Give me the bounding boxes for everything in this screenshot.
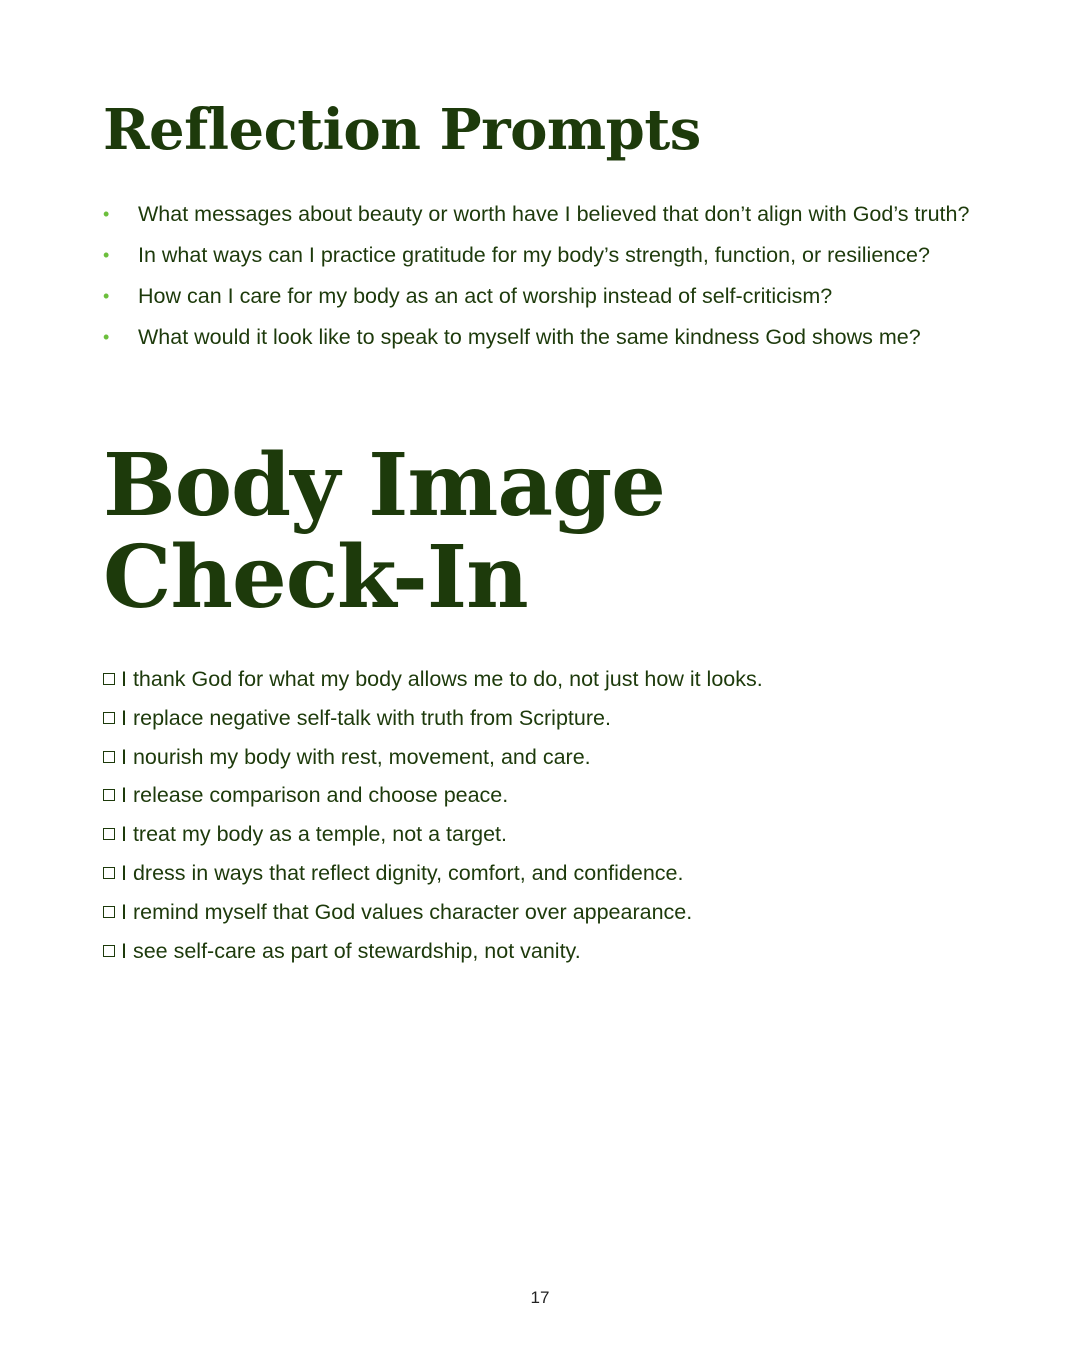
check-in-list [103,660,983,970]
prompt-text: What messages about beauty or worth have I believed that don’t align with God’s truth? [138,202,970,226]
list-item [103,323,993,352]
checklist-item [103,699,983,738]
checklist-item [103,776,983,815]
checklist-item-text: I thank God for what my body allows me to do, not just how it looks. [121,667,763,691]
checkbox-icon [103,867,115,879]
list-item [103,200,993,229]
checkbox-icon [103,751,115,763]
checklist-item [103,660,983,699]
checklist-item-text: I remind myself that God values character over appearance. [121,899,693,924]
page-number: 17 [530,1288,550,1307]
checklist-item [103,932,983,971]
prompt-text: In what ways can I practice gratitude for my body’s strength, function, or resilience? [138,243,930,267]
checklist-item [103,893,983,932]
checklist-item [103,738,983,777]
prompt-text: How can I care for my body as an act of worship instead of self-criticism? [138,284,833,308]
bullet-icon: • [103,245,110,265]
checklist-item-text: I release comparison and choose peace. [121,783,509,808]
prompt-text: What would it look like to speak to myself with the same kindness God shows me? [138,325,921,349]
checkbox-icon [103,828,115,840]
checklist-item-text: I see self-care as part of stewardship, not vanity. [121,938,581,963]
body-image-check-in-heading: Body Image Check-In [103,435,665,628]
bullet-icon: • [103,204,110,224]
reflection-prompts-list [103,200,993,364]
checklist-item-text: I dress in ways that reflect dignity, comfort, and confidence. [121,860,684,885]
list-item [103,282,993,311]
checklist-item-text: I nourish my body with rest, movement, and care. [121,744,591,769]
checklist-item-text: I treat my body as a temple, not a target. [121,822,508,847]
reflection-prompts-heading: Reflection Prompts [103,97,701,163]
checklist-item [103,815,983,854]
checkbox-icon [103,673,115,685]
checkbox-icon [103,712,115,724]
bullet-icon: • [103,327,110,347]
bullet-icon: • [103,286,110,306]
checklist-item [103,854,983,893]
checkbox-icon [103,906,115,918]
checklist-item-text: I replace negative self-talk with truth from Scripture. [121,705,611,730]
checkbox-icon [103,945,115,957]
checkbox-icon [103,789,115,801]
list-item [103,241,993,270]
